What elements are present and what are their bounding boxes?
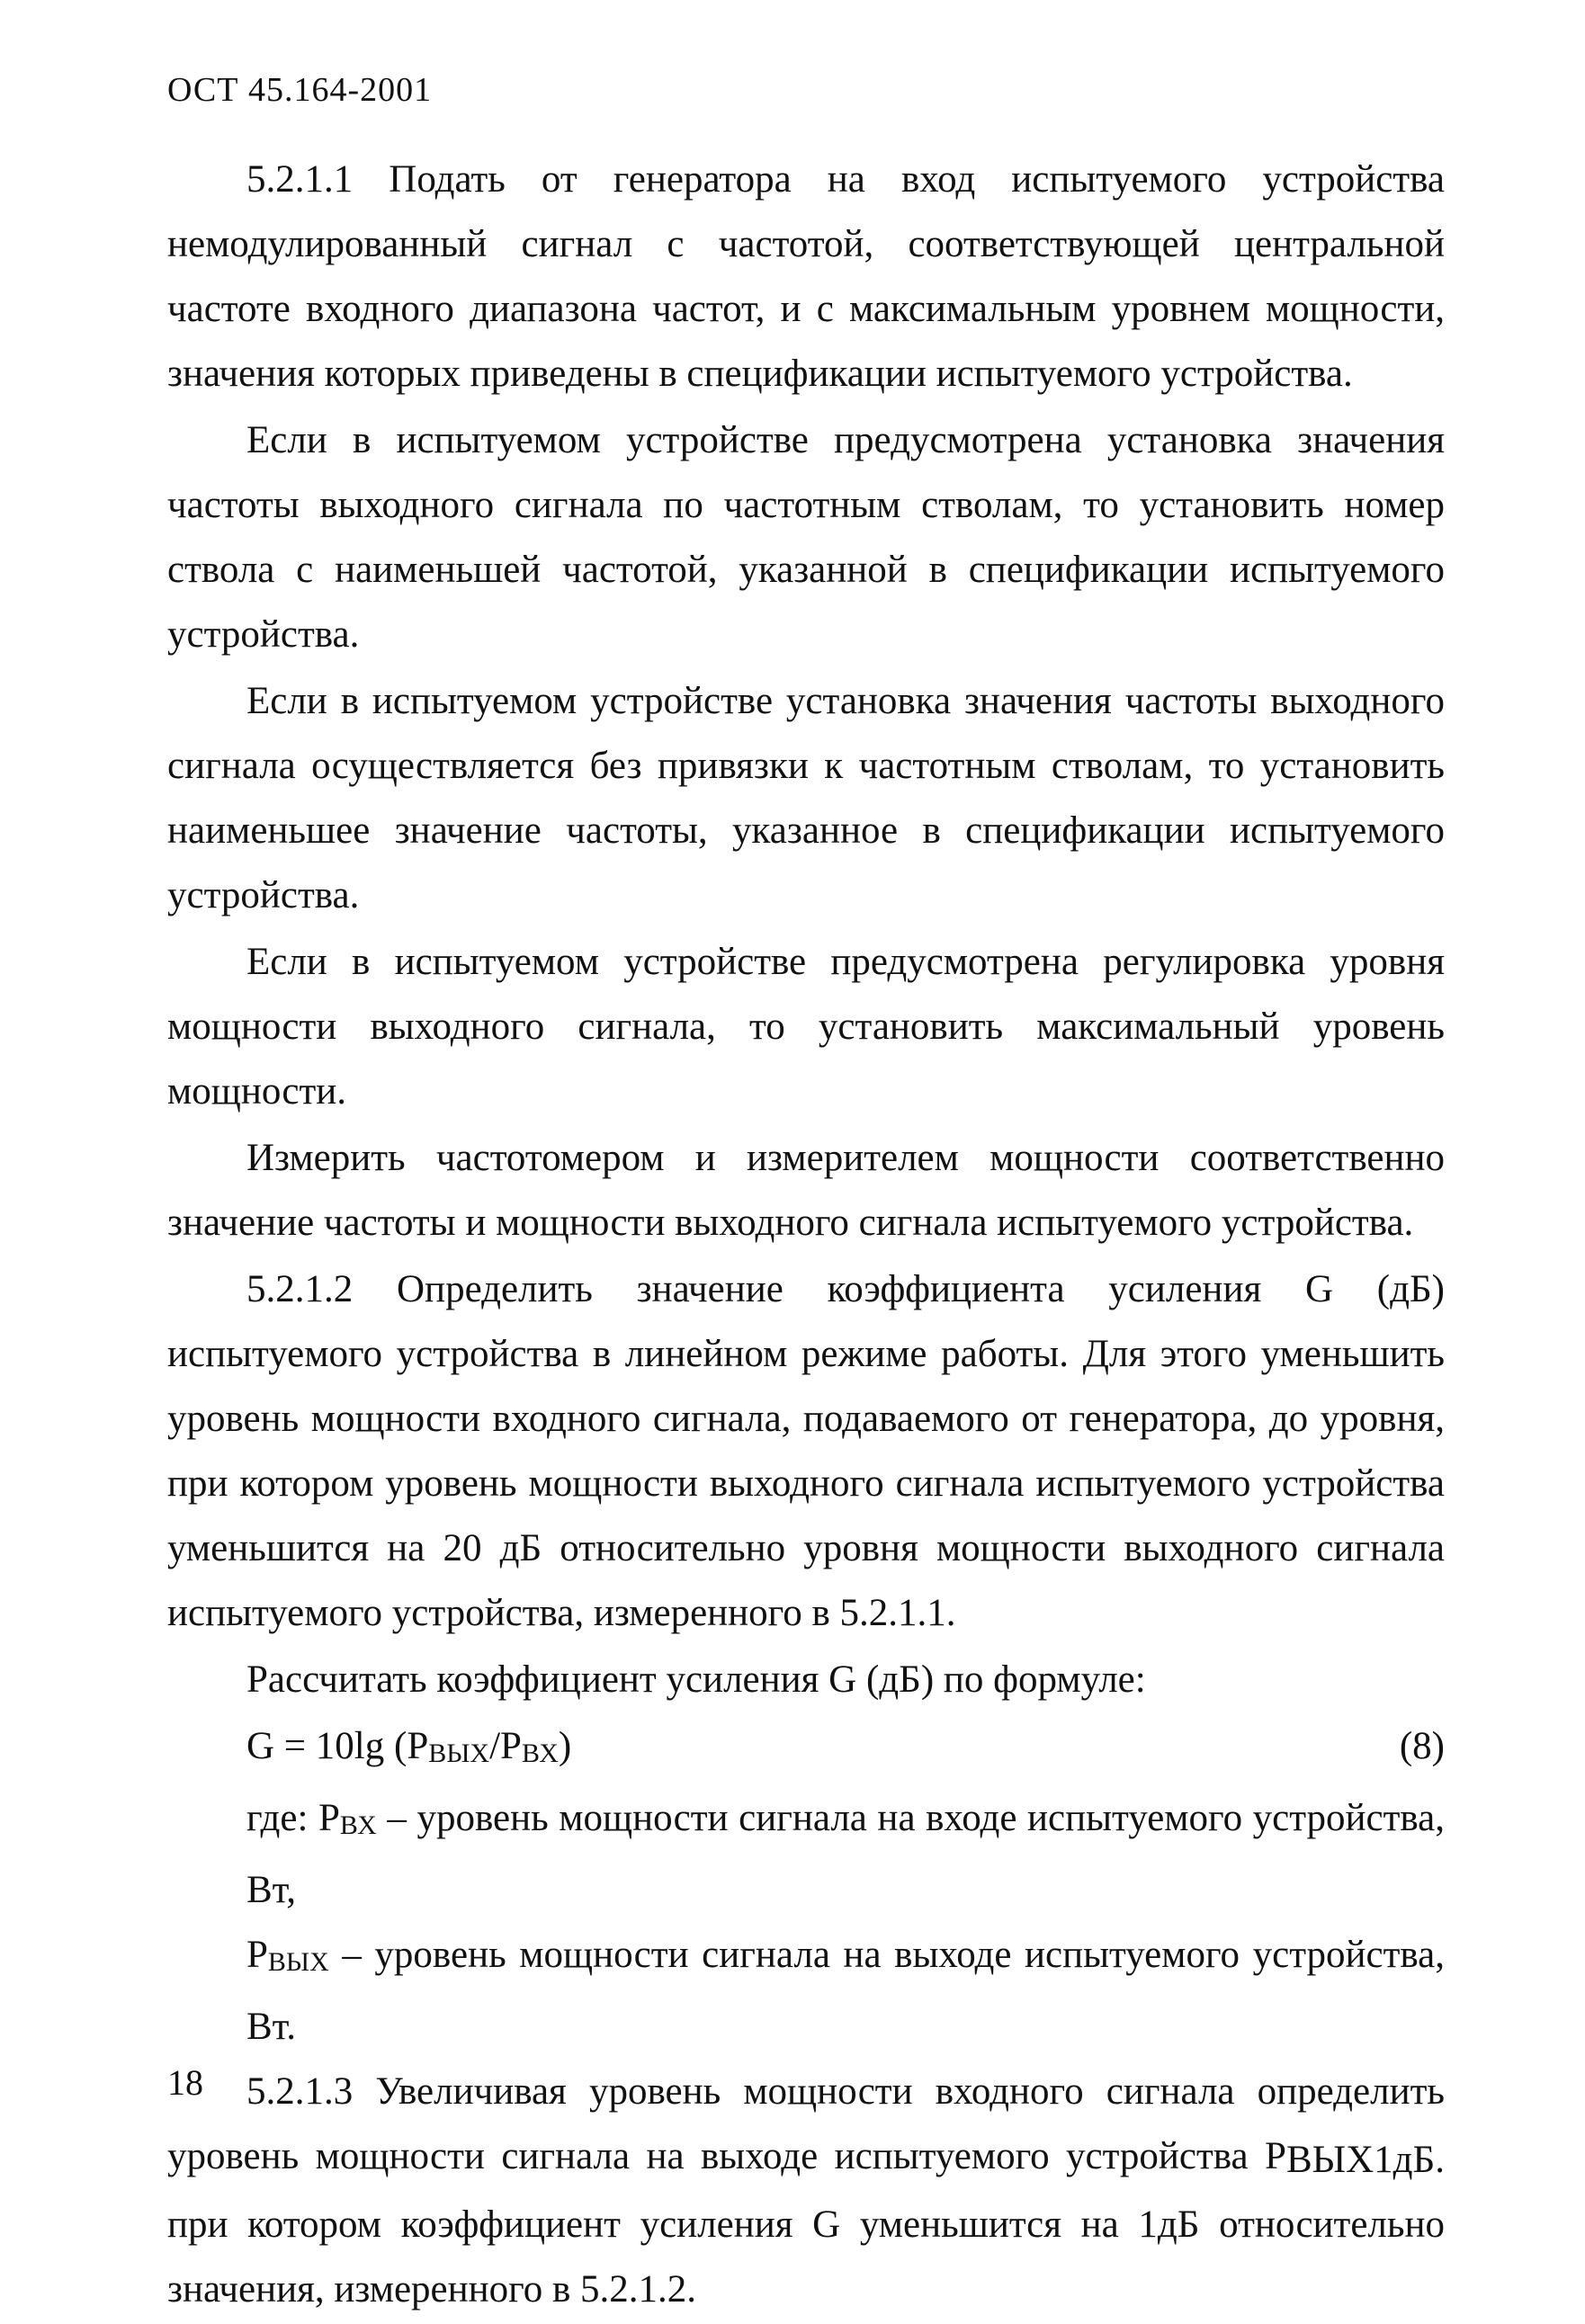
formula-lead: G = 10lg (P: [246, 1725, 429, 1767]
where-line-input: где: PВХ – уровень мощности сигнала на входе испытуемого устройства, Вт,: [246, 1797, 1445, 1911]
paragraph-measure: Измерить частотомером и измерителем мощности соответственно значение частоты и мощности выходного сигнала испытуемого устройства.: [167, 1137, 1445, 1244]
formula-sub-out: ВЫХ: [428, 1739, 490, 1768]
body-text: [167, 147, 1445, 2324]
formula-sub-in: ВХ: [521, 1739, 559, 1768]
formula-8: [167, 1714, 1445, 1786]
paragraph-formula-intro: Рассчитать коэффициент усиления G (дБ) по формуле:: [246, 1658, 1146, 1701]
paragraph-5-2-1-3: 5.2.1.3 Увеличивая уровень мощности входного сигнала определить уровень мощности сигнала на выходе испытуемого устройства PВЫХ1дБ. при котором коэффициент усиления G уменьшится на 1дБ относительно значения, измеренного в 5.2.1.2.: [167, 2070, 1445, 2311]
paragraph-frequency-setting: Если в испытуемом устройстве установка значения частоты выходного сигнала осуществляется без привязки к частотным стволам, то установить наименьшее значение частоты, указанное в спецификации испытуемого устройства.: [167, 680, 1445, 916]
formula-tail: ): [558, 1725, 572, 1767]
document-code-header: ОСТ 45.164-2001: [167, 71, 433, 109]
where-line-output: PВЫХ – уровень мощности сигнала на выходе испытуемого устройства, Вт.: [246, 1934, 1445, 2048]
paragraph-power-adjust: Если в испытуемом устройстве предусмотрена регулировка уровня мощности выходного сигнала, то установить максимальный уровень мощности.: [167, 941, 1445, 1113]
paragraph-channel-frequency: Если в испытуемом устройстве предусмотрена установка значения частоты выходного сигнала по частотным стволам, то установить номер ствола с наименьшей частотой, указанной в спецификации испытуемого устройства.: [167, 419, 1445, 656]
paragraph-5-2-1-1: 5.2.1.1 Подать от генератора на вход испытуемого устройства немодулированный сигнал с частотой, соответствующей центральной частоте входного диапазона частот, и с максимальным уровнем мощности, значения которых приведены в спецификации испытуемого устройства.: [167, 158, 1445, 395]
page-number: 18: [167, 2062, 203, 2103]
paragraph-5-2-1-2: 5.2.1.2 Определить значение коэффициента усиления G (дБ) испытуемого устройства в линейном режиме работы. Для этого уменьшить уровень мощности входного сигнала, подаваемого от генератора, до уровня, при котором уровень мощности выходного сигнала испытуемого устройства уменьшится на 20 дБ относительно уровня мощности выходного сигнала испытуемого устройства, измеренного в 5.2.1.1.: [167, 1268, 1445, 1634]
formula-number: (8): [1399, 1725, 1445, 1767]
formula-mid: /P: [489, 1725, 522, 1767]
